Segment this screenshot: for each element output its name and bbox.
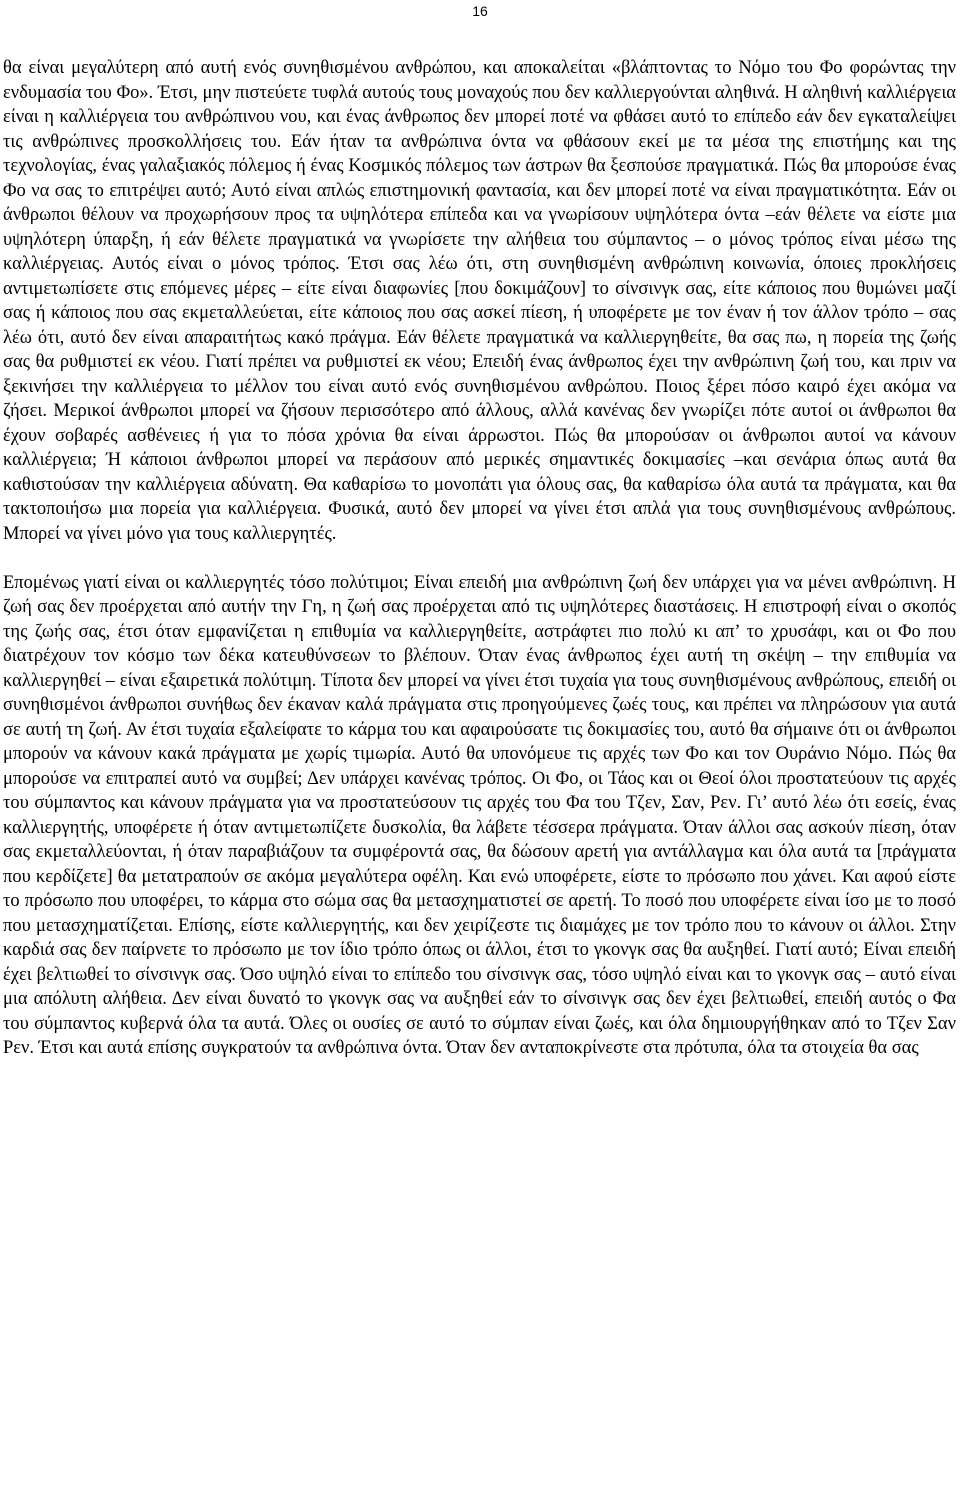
page-number: 16 (472, 3, 488, 19)
document-body (3, 56, 956, 1061)
paragraph-2: Επομένως γιατί είναι οι καλλιεργητές τόσο πολύτιμοι; Είναι επειδή μια ανθρώπινη ζωή δεν υπάρχει για να μένει ανθρώπινη. Η ζωή σας δεν προέρχεται από αυτήν την Γη, η ζωή σας προέρχεται από τις υψηλότερες διαστάσεις. Η επιστροφή είναι ο σκοπός της ζωής σας, έτσι όταν εμφανίζεται η επιθυμία να καλλιεργηθείτε, αστράφτει πιο πολύ κι απ’ το χρυσάφι, και οι Φο που διατρέχουν τον κόσμο των δέκα κατευθύνσεων το βλέπουν. Όταν ένας άνθρωπος έχει αυτή τη σκέψη – την επιθυμία να καλλιεργηθεί – είναι εξαιρετικά πολύτιμη. Τίποτα δεν μπορεί να γίνει έτσι τυχαία για τους συνηθισμένους ανθρώπους, επειδή οι συνηθισμένοι άνθρωποι συνήθως δεν έκαναν καλά πράγματα στις προηγούμενες ζωές τους, και πρέπει να πληρώσουν για αυτά σε αυτή τη ζωή. Αν έτσι τυχαία εξαλείφατε το κάρμα του και αφαιρούσατε τις δοκιμασίες του, αυτό θα σήμαινε ότι οι άνθρωποι μπορούν να κάνουν κακά πράγματα με χωρίς τιμωρία. Αυτό θα υπονόμευε τις αρχές των Φο και τον Ουράνιο Νόμο. Πώς θα μπορούσε να επιτραπεί αυτό να συμβεί; Δεν υπάρχει κανένας τρόπος. Οι Φο, οι Τάος και οι Θεοί όλοι προστατεύουν τις αρχές του σύμπαντος και κάνουν πράγματα για να προστατεύσουν τις αρχές του Φα του Τζεν, Σαν, Ρεν. Γι’ αυτό λέω ότι εσείς, ένας καλλιεργητής, υποφέρετε ή όταν αντιμετωπίζετε δυσκολία, θα λάβετε τέσσερα πράγματα. Όταν άλλοι σας ασκούν πίεση, όταν σας εκμεταλλεύονται, ή όταν παραβιάζουν τα συμφέροντά σας, θα δώσουν αρετή για αντάλλαγμα και όλα αυτά τα [πράγματα που κερδίζετε] θα μετατραπούν σε ακόμα μεγαλύτερα οφέλη. Και ενώ υποφέρετε, είστε το πρόσωπο που χάνει. Και αφού είστε το πρόσωπο που υποφέρει, το κάρμα στο σώμα σας θα μετασχηματιστεί σε αρετή. Το ποσό που υποφέρετε είναι ίσο με το ποσό που μετασχηματίζεται. Επίσης, είστε καλλιεργητής, και δεν χειρίζεστε τις διαμάχες με τον τρόπο που το κάνουν οι άλλοι. Στην καρδιά σας δεν παίρνετε το πρόσωπο με τον ίδιο τρόπο όπως οι άλλοι, έτσι το γκονγκ σας θα αυξηθεί. Γιατί αυτό; Είναι επειδή έχει βελτιωθεί το σίνσινγκ σας. Όσο υψηλό είναι το επίπεδο του σίνσινγκ σας, τόσο υψηλό είναι και το γκονγκ σας – αυτό είναι μια απόλυτη αλήθεια. Δεν είναι δυνατό το γκονγκ σας να αυξηθεί εάν το σίνσινγκ σας δεν έχει βελτιωθεί, επειδή αυτός ο Φα του σύμπαντος κυβερνά όλα τα αυτά. Όλες οι ουσίες σε αυτό το σύμπαν είναι ζωές, και όλα δημιουργήθηκαν από το Τζεν Σαν Ρεν. Έτσι και αυτά επίσης συγκρατούν τα ανθρώπινα όντα. Όταν δεν ανταποκρίνεστε στα πρότυπα, όλα τα στοιχεία θα σας (3, 572, 956, 1058)
paragraph-1: θα είναι μεγαλύτερη από αυτή ενός συνηθισμένου ανθρώπου, και αποκαλείται «βλάπτοντας το Νόμο του Φο φορώντας την ενδυμασία του Φο». Έτσι, μην πιστεύετε τυφλά αυτούς τους μοναχούς που δεν καλλιεργούνται αληθινά. Η αληθινή καλλιέργεια είναι η καλλιέργεια του ανθρώπινου νου, και ένας άνθρωπος δεν μπορεί ποτέ να φθάσει αυτό το επίπεδο εάν δεν εγκαταλείψει τις ανθρώπινες προσκολλήσεις του. Εάν ήταν τα ανθρώπινα όντα να φθάσουν εκεί με τα μέσα της επιστήμης και της τεχνολογίας, ένας γαλαξιακός πόλεμος ή ένας Κοσμικός πόλεμος των άστρων θα ξεσπούσε πραγματικά. Πώς θα μπορούσε ένας Φο να σας το επιτρέψει αυτό; Αυτό είναι απλώς επιστημονική φαντασία, και δεν μπορεί ποτέ να είναι πραγματικότητα. Εάν οι άνθρωποι θέλουν να προχωρήσουν προς τα υψηλότερα επίπεδα και να γνωρίσουν υψηλότερα όντα –εάν θέλετε να είστε μια υψηλότερη ύπαρξη, ή εάν θέλετε πραγματικά να γνωρίσετε την αλήθεια του σύμπαντος – ο μόνος τρόπος είναι μέσω της καλλιέργειας. Αυτός είναι ο μόνος τρόπος. Έτσι σας λέω ότι, στη συνηθισμένη ανθρώπινη κοινωνία, όποιες προκλήσεις αντιμετωπίσετε στις επόμενες μέρες – είτε είναι διαφωνίες [που δοκιμάζουν] το σίνσινγκ σας, είτε κάποιος που θυμώνει μαζί σας ή κάποιος που σας εκμεταλλεύεται, είτε κάποιος που σας ασκεί πίεση, ή υποφέρετε με τον έναν ή τον άλλον τρόπο – σας λέω ότι, αυτό δεν είναι απαραιτήτως κακό πράγμα. Εάν θέλετε πραγματικά να καλλιεργηθείτε, θα σας πω, η πορεία της ζωής σας θα ρυθμιστεί εκ νέου. Γιατί πρέπει να ρυθμιστεί εκ νέου; Επειδή ένας άνθρωπος έχει την ανθρώπινη ζωή του, και πριν να ξεκινήσει την καλλιέργεια το μέλλον του είναι αυτό ενός συνηθισμένου ανθρώπου. Ποιος ξέρει πόσο καιρό έχει ακόμα να ζήσει. Μερικοί άνθρωποι μπορεί να ζήσουν περισσότερο από άλλους, αλλά κανένας δεν γνωρίζει πότε αυτοί οι άνθρωποι θα έχουν σοβαρές ασθένειες ή για το πόσα χρόνια θα είναι άρρωστοι. Πώς θα μπορούσαν οι άνθρωποι αυτοί να κάνουν καλλιέργεια; Ή κάποιοι άνθρωποι μπορεί να περάσουν από μερικές σημαντικές δοκιμασίες –και σενάρια όπως αυτά θα καθιστούσαν την καλλιέργεια αδύνατη. Θα καθαρίσω το μονοπάτι για όλους σας, θα καθαρίσω όλα αυτά τα πράγματα, και θα τακτοποιήσω μια πορεία για καλλιέργεια. Φυσικά, αυτό δεν μπορεί να γίνει έτσι απλά για τους συνηθισμένους ανθρώπους. Μπορεί να γίνει μόνο για τους καλλιεργητές. (3, 58, 956, 544)
